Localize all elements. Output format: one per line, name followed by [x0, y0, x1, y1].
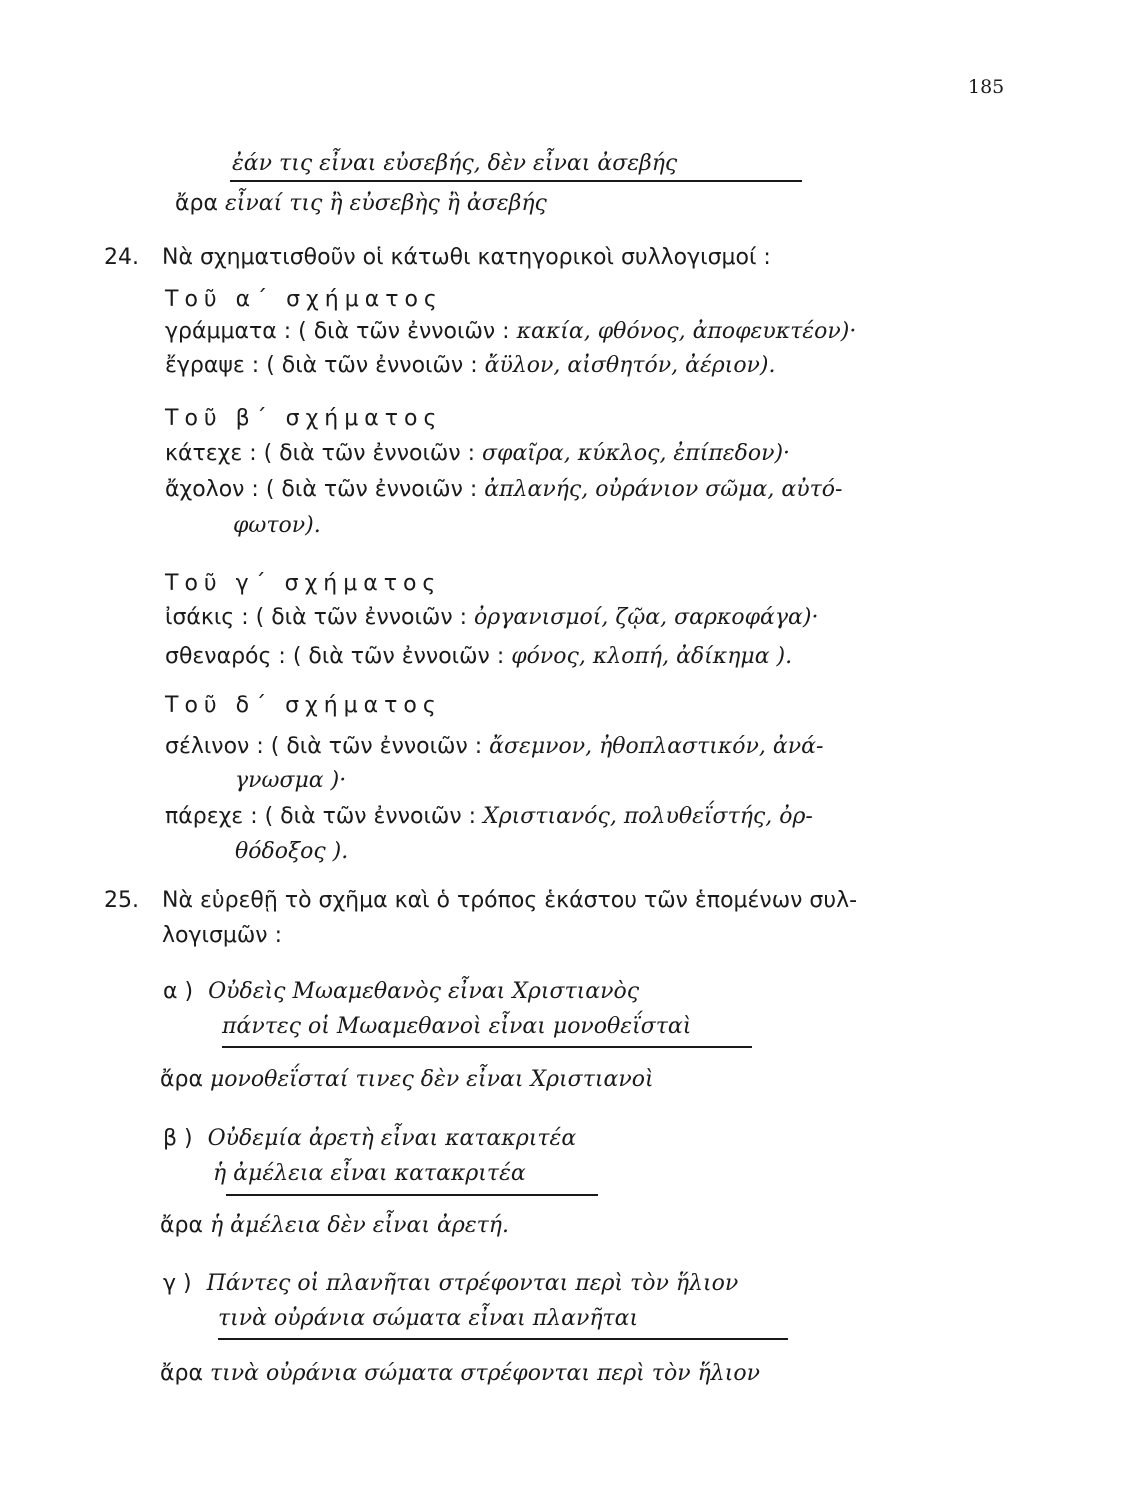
item-label: β )	[163, 1126, 193, 1151]
figure-4-continuation-1: γνωσμα )·	[235, 768, 347, 793]
figure-3-line-1	[165, 604, 818, 632]
concept-terms: κακία, φθόνος, ἀποφευκτέον)·	[516, 319, 857, 344]
figure-3-heading: Τοῦ γ΄ σχήματος	[165, 571, 442, 596]
syllogism-c-premise-2: τινὰ οὐράνια σώματα εἶναι πλανῆται	[218, 1306, 639, 1331]
figure-2-continuation: φωτον).	[233, 513, 321, 538]
inference-rule	[222, 1046, 752, 1048]
exercise-number: 25.	[104, 888, 139, 913]
figure-2-line-2	[165, 476, 842, 504]
concept-terms: ἄϋλον, αἰσθητόν, ἀέριον).	[484, 353, 776, 378]
top-premise: ἐάν τις εἶναι εὐσεβής, δὲν εἶναι ἀσεβής	[232, 151, 678, 176]
concept-terms: ἀπλανής, οὐράνιον σῶμα, αὐτό-	[484, 477, 843, 502]
key-word: πάρεχε :	[165, 804, 258, 829]
figure-3-line-2	[165, 643, 792, 671]
concepts-label: ( διὰ τῶν ἐννοιῶν :	[264, 804, 477, 829]
conclusion-text: εἶναί τις ἢ εὐσεβὴς ἢ ἀσεβής	[224, 191, 547, 216]
conclusion-text: μονοθεΐσταί τινες δὲν εἶναι Χριστιανοὶ	[209, 1067, 654, 1092]
figure-1-heading: Τοῦ α΄ σχήματος	[165, 287, 443, 312]
figure-4-continuation-2: θόδοξος ).	[235, 839, 349, 864]
concepts-label: ( διὰ τῶν ἐννοιῶν :	[292, 644, 505, 669]
figure-2-line-1	[165, 440, 790, 468]
figure-2-heading: Τοῦ β΄ σχήματος	[165, 406, 443, 431]
key-word: σέλινον :	[165, 734, 264, 759]
syllogism-c-conclusion	[160, 1360, 760, 1388]
ara-label: ἄρα	[160, 1213, 203, 1238]
exercise-title: Νὰ εὑρεθῇ τὸ σχῆμα καὶ ὁ τρόπος ἑκάστου τῶν ἑπομένων συλ-	[162, 888, 858, 913]
concept-terms: σφαῖρα, κύκλος, ἐπίπεδον)·	[482, 441, 791, 466]
concepts-label: ( διὰ τῶν ἐννοιῶν :	[270, 734, 483, 759]
ara-label: ἄρα	[175, 191, 218, 216]
concepts-label: ( διὰ τῶν ἐννοιῶν :	[255, 605, 468, 630]
conclusion-text: τινὰ οὐράνια σώματα στρέφονται περὶ τὸν ἥλιον	[209, 1361, 760, 1386]
figure-4-heading: Τοῦ δ΄ σχήματος	[165, 693, 442, 718]
key-word: κάτεχε :	[165, 441, 257, 466]
concepts-label: ( διὰ τῶν ἐννοιῶν :	[266, 353, 478, 378]
exercise-title: Νὰ σχηματισθοῦν οἱ κάτωθι κατηγορικοὶ συλλογισμοί :	[162, 245, 771, 270]
syllogism-b-conclusion	[160, 1212, 509, 1240]
premise-text: Οὐδεὶς Μωαμεθανὸς εἶναι Χριστιανὸς	[208, 979, 640, 1004]
syllogism-c-premise-1	[163, 1270, 738, 1298]
ara-label: ἄρα	[160, 1361, 203, 1386]
item-label: γ )	[163, 1271, 192, 1296]
inference-rule	[218, 1338, 788, 1340]
figure-1-line-2	[165, 352, 776, 380]
exercise-24-title	[104, 244, 771, 272]
key-word: ἰσάκις :	[165, 605, 249, 630]
page-number: 185	[968, 76, 1005, 98]
exercise-25-title	[104, 887, 857, 915]
key-word: ἔγραψε :	[165, 353, 260, 378]
premise-text: Πάντες οἱ πλανῆται στρέφονται περὶ τὸν ἥλιον	[206, 1271, 739, 1296]
conclusion-text: ἡ ἀμέλεια δὲν εἶναι ἀρετή.	[209, 1213, 509, 1238]
concept-terms: Χριστιανός, πολυθεΐστής, ὀρ-	[483, 804, 813, 829]
concept-terms: ἄσεμνον, ἠθοπλαστικόν, ἀνά-	[489, 734, 824, 759]
syllogism-a-premise-2: πάντες οἱ Μωαμεθανοὶ εἶναι μονοθεΐσταὶ	[222, 1014, 692, 1039]
ara-label: ἄρα	[160, 1067, 203, 1092]
syllogism-a-conclusion	[160, 1066, 654, 1094]
key-word: σθεναρός :	[165, 644, 286, 669]
figure-1-line-1	[165, 318, 856, 346]
exercise-number: 24.	[104, 245, 139, 270]
concept-terms: ὀργανισμοί, ζῷα, σαρκοφάγα)·	[474, 605, 819, 630]
exercise-25-title-continuation: λογισμῶν :	[162, 923, 283, 948]
figure-4-line-1	[165, 733, 823, 761]
premise-text: Οὐδεμία ἀρετὴ εἶναι κατακριτέα	[207, 1126, 577, 1151]
syllogism-b-premise-1	[163, 1125, 576, 1153]
key-word: γράμματα :	[165, 319, 292, 344]
concepts-label: ( διὰ τῶν ἐννοιῶν :	[265, 477, 478, 502]
syllogism-b-premise-2: ἡ ἀμέλεια εἶναι κατακριτέα	[213, 1161, 526, 1186]
key-word: ἄχολον :	[165, 477, 259, 502]
concept-terms: φόνος, κλοπή, ἀδίκημα ).	[511, 644, 793, 669]
concepts-label: ( διὰ τῶν ἐννοιῶν :	[263, 441, 476, 466]
figure-4-line-2	[165, 803, 813, 831]
item-label: α )	[163, 979, 194, 1004]
concepts-label: ( διὰ τῶν ἐννοιῶν :	[298, 319, 510, 344]
inference-rule	[230, 180, 802, 182]
inference-rule	[226, 1194, 598, 1196]
top-conclusion	[175, 190, 547, 218]
syllogism-a-premise-1	[163, 978, 639, 1006]
